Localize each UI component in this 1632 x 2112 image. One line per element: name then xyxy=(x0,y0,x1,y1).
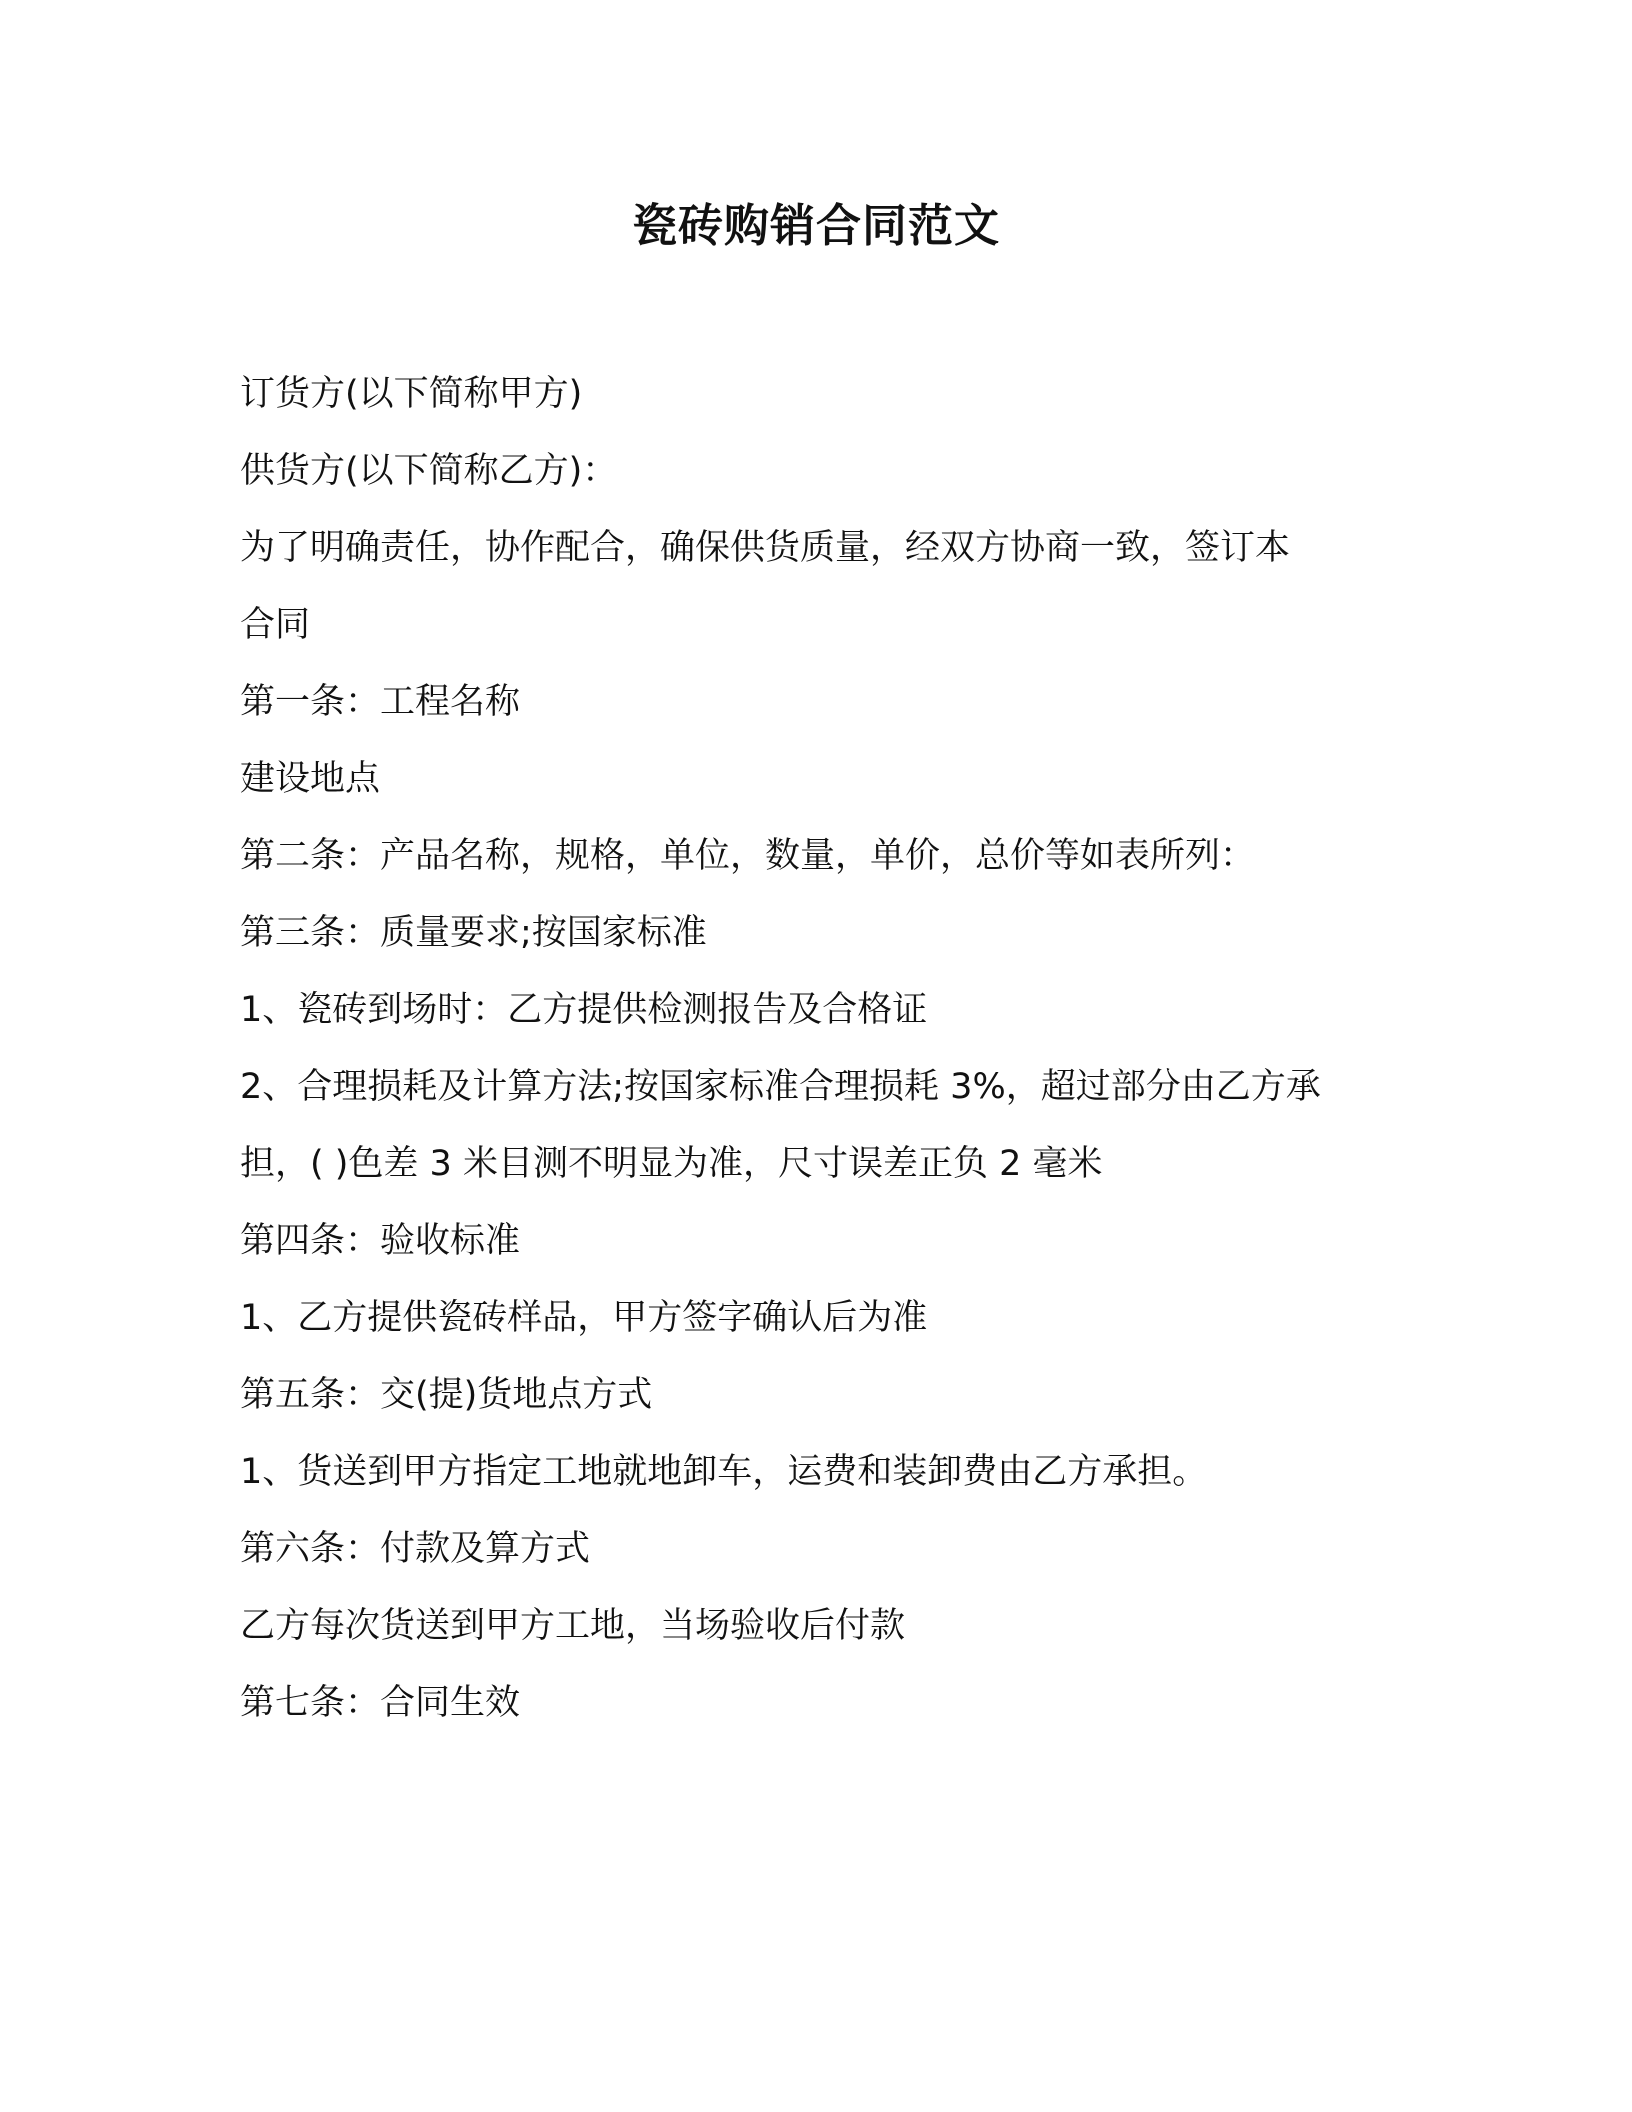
party-a-line: 订货方(以下简称甲方) xyxy=(240,374,583,414)
article-4-heading: 第四条：验收标准 xyxy=(240,1221,521,1261)
article-3-heading: 第三条：质量要求;按国家标准 xyxy=(240,913,707,953)
party-b-line: 供货方(以下简称乙方)： xyxy=(240,451,618,491)
article-3-item-2-continuation: 担，( )色差 3 米目测不明显为准，尺寸误差正负 2 毫米 xyxy=(240,1144,1103,1184)
article-5-item-1: 1、货送到甲方指定工地就地卸车，运费和装卸费由乙方承担。 xyxy=(240,1452,1208,1492)
document-title: 瓷砖购销合同范文 xyxy=(631,199,1000,252)
preamble-continuation: 合同 xyxy=(240,605,311,645)
document-body xyxy=(240,364,1400,1750)
article-7-heading: 第七条：合同生效 xyxy=(240,1683,521,1723)
article-6-heading: 第六条：付款及算方式 xyxy=(240,1529,591,1569)
preamble-line: 为了明确责任，协作配合，确保供货质量，经双方协商一致，签订本 xyxy=(240,528,1291,568)
article-4-item-1: 1、乙方提供瓷砖样品，甲方签字确认后为准 xyxy=(240,1298,928,1338)
article-3-item-2: 2、合理损耗及计算方法;按国家标准合理损耗 3%，超过部分由乙方承 xyxy=(240,1067,1321,1107)
article-1-heading: 第一条：工程名称 xyxy=(240,682,521,722)
article-2-heading: 第二条：产品名称，规格，单位，数量，单价，总价等如表所列： xyxy=(240,836,1256,876)
article-3-item-1: 1、瓷砖到场时：乙方提供检测报告及合格证 xyxy=(240,990,928,1030)
article-5-heading: 第五条：交(提)货地点方式 xyxy=(240,1375,653,1415)
construction-site-line: 建设地点 xyxy=(240,759,381,799)
article-6-body: 乙方每次货送到甲方工地，当场验收后付款 xyxy=(240,1606,906,1646)
